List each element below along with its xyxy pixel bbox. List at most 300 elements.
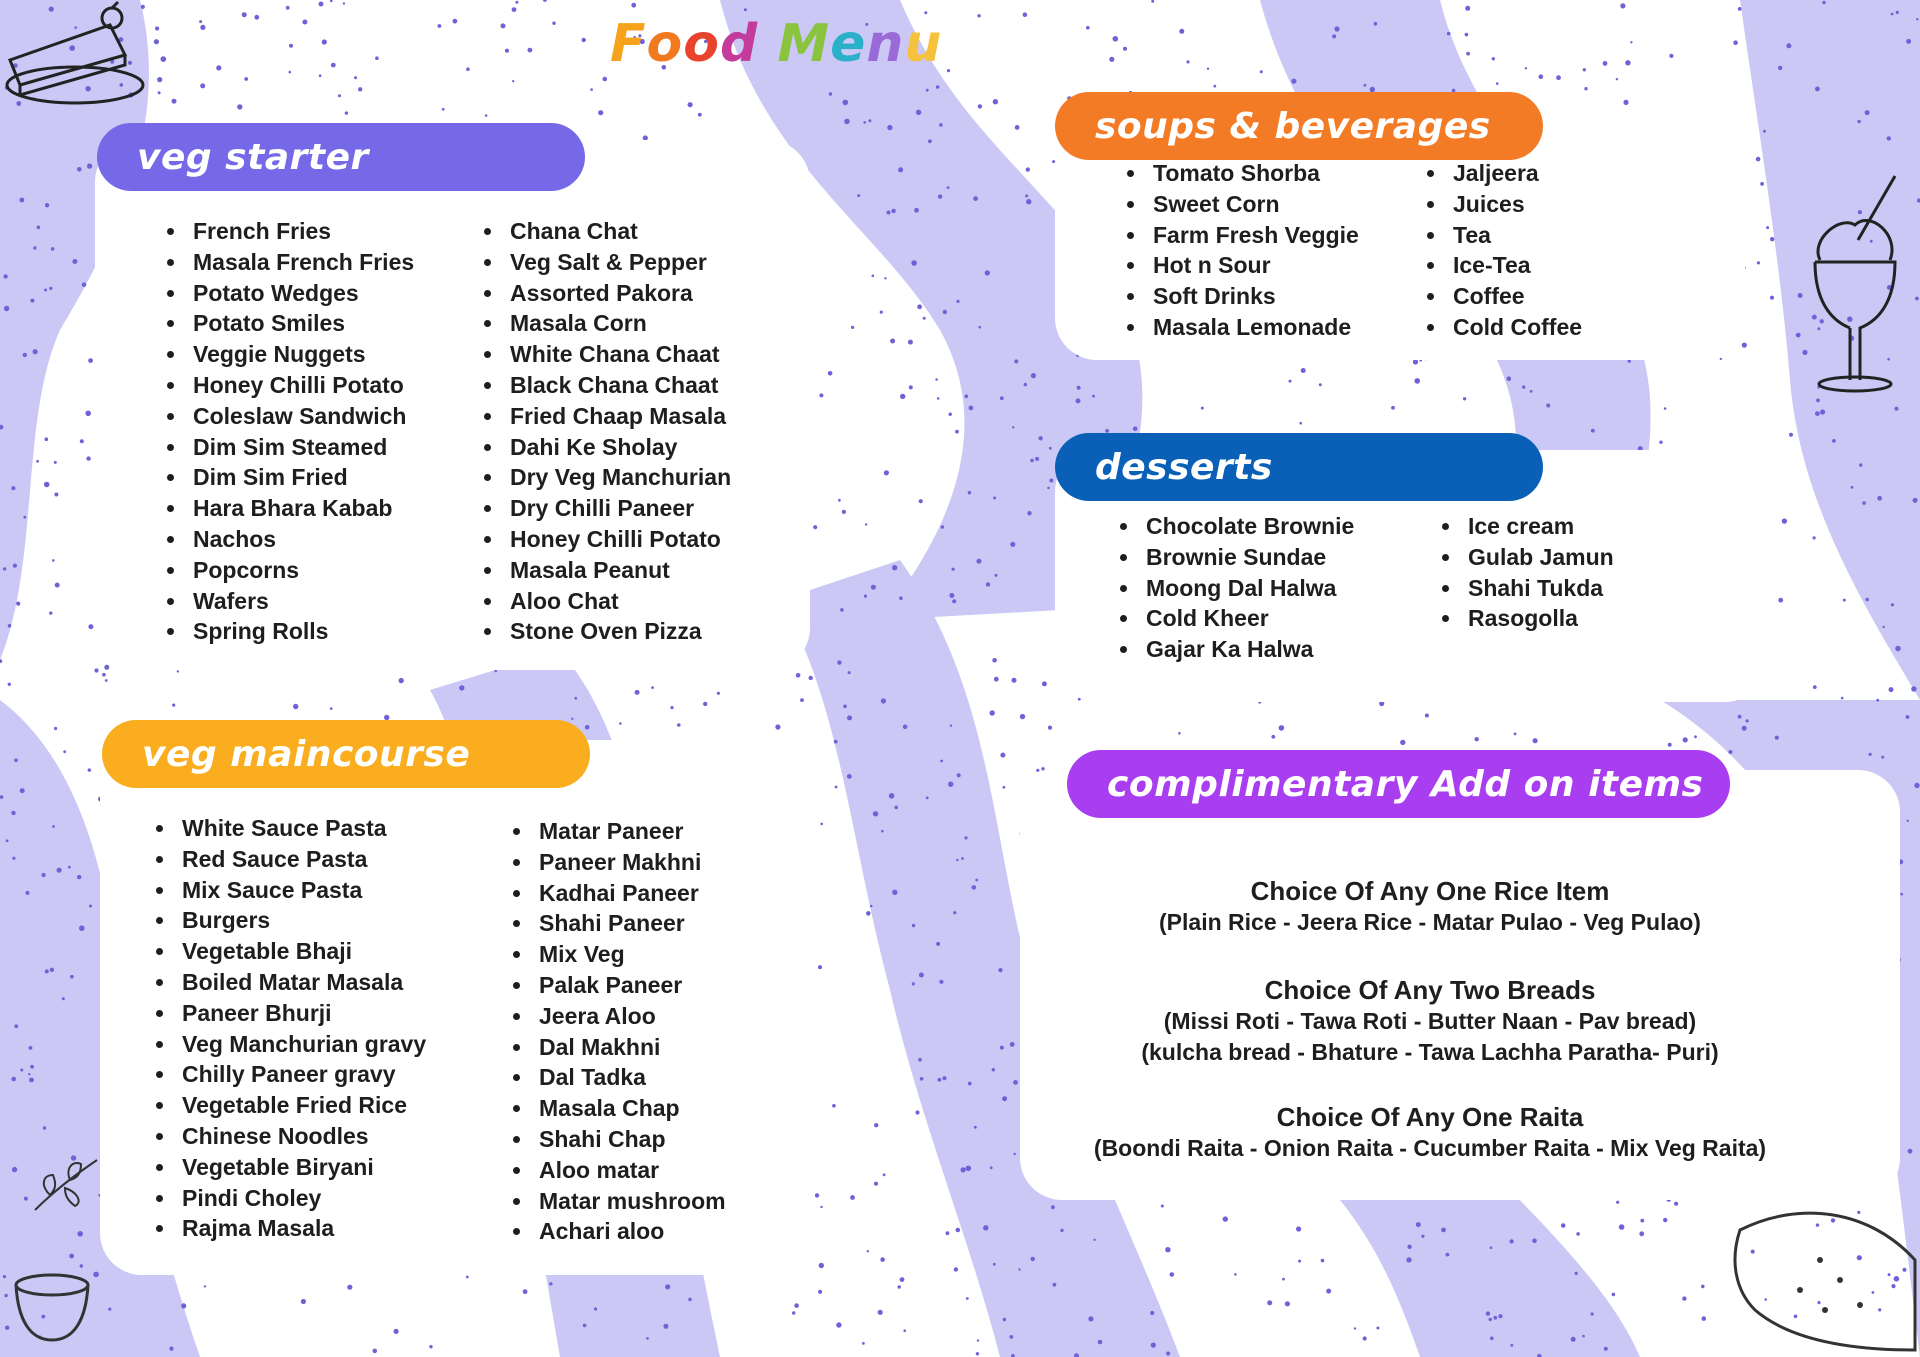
- background-dot: [1207, 68, 1209, 70]
- background-dot: [948, 782, 953, 787]
- background-dot: [871, 585, 876, 590]
- background-dot: [52, 559, 55, 562]
- maincourse-list-left: [154, 813, 426, 1244]
- background-dot: [1522, 385, 1525, 388]
- background-dot: [1841, 697, 1844, 700]
- background-dot: [1391, 406, 1395, 410]
- background-dot: [1400, 740, 1405, 745]
- background-dot: [88, 768, 91, 771]
- background-dot: [881, 698, 886, 703]
- background-dot: [1165, 1247, 1170, 1252]
- background-dot: [1413, 359, 1418, 364]
- background-dot: [54, 493, 58, 497]
- background-dot: [1036, 769, 1039, 772]
- background-dot: [49, 287, 52, 290]
- background-dot: [1299, 422, 1302, 425]
- background-dot: [912, 982, 915, 985]
- background-dot: [82, 282, 87, 287]
- background-dot: [1035, 457, 1039, 461]
- background-dot: [1000, 753, 1005, 758]
- background-dot: [79, 925, 85, 931]
- background-dot: [880, 311, 883, 314]
- background-dot: [293, 704, 298, 709]
- desserts-list-left: [1118, 511, 1354, 665]
- background-dot: [1465, 33, 1469, 37]
- background-dot: [992, 1068, 995, 1071]
- background-dot: [33, 246, 36, 249]
- background-dot: [442, 108, 445, 111]
- background-dot: [940, 760, 943, 763]
- background-dot: [177, 670, 179, 672]
- menu-item: Hot n Sour: [1125, 250, 1359, 281]
- background-dot: [880, 1257, 885, 1262]
- menu-item: Veg Manchurian gravy: [154, 1029, 426, 1060]
- background-dot: [68, 866, 71, 869]
- background-dot: [3, 567, 6, 570]
- background-dot: [631, 3, 636, 8]
- menu-item: Ice cream: [1440, 511, 1614, 542]
- background-dot: [394, 1329, 399, 1334]
- background-dot: [1720, 358, 1722, 360]
- background-dot: [5, 1326, 9, 1330]
- background-dot: [8, 683, 11, 686]
- background-dot: [1332, 34, 1336, 38]
- background-dot: [161, 56, 167, 62]
- rice-addon-title: Choice Of Any One Rice Item: [1250, 876, 1610, 906]
- background-dot: [1093, 1239, 1095, 1241]
- background-dot: [1876, 699, 1879, 702]
- background-dot: [1015, 125, 1020, 130]
- background-dot: [1514, 733, 1517, 736]
- background-dot: [343, 2, 345, 4]
- menu-item: Ice-Tea: [1425, 250, 1582, 281]
- background-dot: [938, 194, 942, 198]
- menu-item: Dim Sim Steamed: [165, 432, 414, 463]
- background-dot: [1009, 1335, 1013, 1339]
- menu-item: Popcorns: [165, 555, 414, 586]
- background-dot: [1561, 1223, 1566, 1228]
- background-dot: [1663, 1218, 1667, 1222]
- background-dot: [16, 602, 20, 606]
- background-dot: [1013, 1080, 1018, 1085]
- background-dot: [1321, 1259, 1325, 1263]
- menu-item: Potato Smiles: [165, 308, 414, 339]
- menu-item: Boiled Matar Masala: [154, 967, 426, 998]
- background-dot: [52, 825, 55, 828]
- background-dot: [289, 44, 293, 48]
- background-dot: [1178, 732, 1181, 735]
- background-dot: [55, 583, 60, 588]
- background-dot: [158, 91, 161, 94]
- background-dot: [1591, 429, 1595, 433]
- menu-item: Coffee: [1425, 281, 1582, 312]
- background-dot: [828, 371, 833, 376]
- background-dot: [54, 727, 57, 730]
- background-dot: [818, 965, 822, 969]
- background-dot: [947, 186, 950, 189]
- background-dot: [1031, 373, 1036, 378]
- background-dot: [20, 1069, 23, 1072]
- background-dot: [1098, 1340, 1103, 1345]
- background-dot: [838, 499, 841, 502]
- menu-item: Aloo matar: [511, 1155, 726, 1186]
- background-dot: [775, 724, 780, 729]
- background-dot: [851, 326, 854, 329]
- title-letter: u: [904, 14, 943, 74]
- background-dot: [911, 260, 917, 266]
- background-dot: [72, 259, 77, 264]
- background-dot: [23, 353, 27, 357]
- background-dot: [936, 942, 940, 946]
- background-dot: [1049, 479, 1053, 483]
- background-dot: [1619, 1224, 1625, 1230]
- background-dot: [286, 6, 290, 10]
- background-dot: [796, 673, 801, 678]
- background-dot: [994, 677, 999, 682]
- background-dot: [928, 139, 932, 143]
- background-dot: [834, 740, 838, 744]
- menu-item: White Sauce Pasta: [154, 813, 426, 844]
- background-dot: [847, 774, 852, 779]
- background-dot: [995, 574, 998, 577]
- background-dot: [1030, 459, 1034, 463]
- background-dot: [1151, 1343, 1156, 1348]
- background-dot: [864, 595, 867, 598]
- background-dot: [11, 811, 15, 815]
- background-dot: [965, 395, 969, 399]
- menu-item: Shahi Paneer: [511, 908, 726, 939]
- background-dot: [916, 110, 921, 115]
- menu-item: Masala Corn: [482, 308, 731, 339]
- background-dot: [571, 718, 573, 720]
- background-dot: [44, 482, 50, 488]
- background-dot: [900, 1277, 905, 1282]
- background-dot: [70, 975, 74, 979]
- background-dot: [903, 1329, 906, 1332]
- background-dot: [1026, 167, 1030, 171]
- menu-item: Chinese Noodles: [154, 1121, 426, 1152]
- background-dot: [974, 1126, 977, 1129]
- background-dot: [89, 905, 92, 908]
- background-dot: [1906, 715, 1910, 719]
- leaf-sprig-icon: [25, 1140, 105, 1220]
- background-dot: [867, 1250, 869, 1252]
- menu-item: Palak Paneer: [511, 970, 726, 1001]
- background-dot: [373, 1349, 378, 1354]
- background-dot: [1832, 439, 1836, 443]
- background-dot: [1150, 1311, 1154, 1315]
- background-dot: [1865, 110, 1870, 115]
- background-dot: [1023, 12, 1028, 17]
- background-dot: [842, 510, 846, 514]
- background-dot: [840, 608, 844, 612]
- background-dot: [1406, 1257, 1411, 1262]
- background-dot: [1738, 7, 1742, 11]
- background-dot: [870, 905, 873, 908]
- menu-item: Hara Bhara Kabab: [165, 493, 414, 524]
- menu-item: Tea: [1425, 220, 1582, 251]
- background-dot: [1186, 60, 1189, 63]
- background-dot: [1271, 735, 1275, 739]
- menu-item: Fried Chaap Masala: [482, 401, 731, 432]
- menu-item: Dahi Ke Sholay: [482, 432, 731, 463]
- background-dot: [1492, 57, 1495, 60]
- background-dot: [947, 69, 950, 72]
- background-dot: [1334, 26, 1339, 31]
- background-dot: [1612, 1293, 1616, 1297]
- background-dot: [582, 38, 586, 42]
- background-dot: [1465, 6, 1470, 11]
- background-dot: [1493, 1316, 1497, 1320]
- menu-item: Masala Chap: [511, 1093, 726, 1124]
- background-dot: [992, 658, 997, 663]
- background-dot: [1048, 726, 1052, 730]
- background-dot: [354, 76, 357, 79]
- background-dot: [26, 891, 30, 895]
- menu-item: Chilly Paneer gravy: [154, 1059, 426, 1090]
- raita-addon-title: Choice Of Any One Raita: [1276, 1102, 1584, 1132]
- background-dot: [835, 786, 838, 789]
- menu-item: Vegetable Bhaji: [154, 936, 426, 967]
- background-dot: [1053, 1283, 1057, 1287]
- background-dot: [1640, 1219, 1644, 1223]
- background-dot: [1683, 737, 1688, 742]
- background-dot: [926, 89, 929, 92]
- background-dot: [809, 676, 813, 680]
- background-dot: [1296, 1226, 1301, 1231]
- background-dot: [919, 499, 923, 503]
- veg-starter-heading: veg starter: [97, 123, 585, 191]
- background-dot: [1782, 518, 1787, 523]
- background-dot: [375, 56, 379, 60]
- menu-item: Mix Veg: [511, 939, 726, 970]
- background-dot: [1775, 736, 1779, 740]
- menu-item: Dry Veg Manchurian: [482, 462, 731, 493]
- background-dot: [45, 969, 49, 973]
- background-dot: [976, 559, 981, 564]
- background-dot: [50, 968, 54, 972]
- background-dot: [1778, 598, 1783, 603]
- menu-item: Veg Salt & Pepper: [482, 247, 731, 278]
- menu-item: Cold Coffee: [1425, 312, 1582, 343]
- background-dot: [1201, 407, 1204, 410]
- background-dot: [884, 277, 886, 279]
- background-dot: [36, 460, 39, 463]
- background-dot: [878, 1310, 883, 1315]
- background-dot: [3, 1275, 6, 1278]
- background-dot: [1326, 1289, 1331, 1294]
- background-dot: [978, 326, 981, 329]
- background-dot: [1496, 82, 1499, 85]
- background-dot: [1591, 1312, 1594, 1315]
- background-dot: [1490, 1246, 1493, 1249]
- background-dot: [30, 299, 34, 303]
- background-dot: [990, 710, 995, 715]
- menu-item: Vegetable Fried Rice: [154, 1090, 426, 1121]
- background-dot: [873, 811, 878, 816]
- background-dot: [800, 698, 804, 702]
- background-dot: [892, 565, 897, 570]
- background-dot: [77, 1231, 83, 1237]
- bowl-icon: [10, 1265, 95, 1350]
- background-dot: [939, 123, 943, 127]
- menu-item: French Fries: [165, 216, 414, 247]
- menu-item: Brownie Sundae: [1118, 542, 1354, 573]
- background-dot: [939, 980, 943, 984]
- menu-item: Dim Sim Fried: [165, 462, 414, 493]
- background-dot: [1694, 735, 1697, 738]
- background-dot: [976, 1352, 979, 1355]
- background-dot: [862, 1342, 865, 1345]
- background-dot: [1374, 22, 1378, 26]
- background-dot: [1851, 486, 1854, 489]
- background-dot: [108, 1308, 111, 1311]
- background-dot: [515, 1, 518, 4]
- background-dot: [1376, 1327, 1379, 1330]
- background-dot: [1038, 436, 1042, 440]
- background-dot: [865, 523, 867, 525]
- background-dot: [429, 1345, 432, 1348]
- background-dot: [45, 437, 49, 441]
- background-dot: [1060, 1229, 1063, 1232]
- menu-item: Soft Drinks: [1125, 281, 1359, 312]
- background-dot: [1822, 1, 1825, 4]
- background-dot: [345, 111, 348, 114]
- background-dot: [11, 486, 15, 490]
- background-dot: [819, 393, 823, 397]
- background-dot: [438, 24, 442, 28]
- background-dot: [1911, 686, 1916, 691]
- background-dot: [1003, 1318, 1006, 1321]
- background-dot: [956, 859, 958, 861]
- background-dot: [1914, 783, 1919, 788]
- breads-addon-options-1: (Missi Roti - Tawa Roti - Butter Naan - Pav bread): [1163, 1008, 1697, 1034]
- background-dot: [844, 119, 850, 125]
- background-dot: [86, 456, 90, 460]
- background-dot: [1507, 376, 1512, 381]
- background-dot: [63, 750, 66, 753]
- background-dot: [1766, 226, 1769, 229]
- background-dot: [941, 525, 945, 529]
- background-dot: [993, 99, 998, 104]
- menu-item: Nachos: [165, 524, 414, 555]
- background-dot: [1000, 1046, 1004, 1050]
- background-dot: [1701, 1285, 1705, 1289]
- background-dot: [598, 110, 603, 115]
- background-dot: [69, 1254, 74, 1259]
- background-dot: [1869, 753, 1872, 756]
- background-dot: [20, 198, 25, 203]
- background-dot: [88, 358, 93, 363]
- background-dot: [104, 665, 109, 670]
- background-dot: [1659, 441, 1662, 444]
- maincourse-heading: veg maincourse: [102, 720, 590, 788]
- background-dot: [973, 196, 978, 201]
- maincourse-list-right: [511, 816, 726, 1247]
- desserts-heading: desserts: [1055, 433, 1543, 501]
- background-dot: [972, 885, 977, 890]
- background-dot: [242, 12, 247, 17]
- background-dot: [894, 806, 898, 810]
- background-dot: [1674, 1202, 1678, 1206]
- menu-item: Masala Peanut: [482, 555, 731, 586]
- background-dot: [887, 125, 892, 130]
- background-dot: [688, 102, 693, 107]
- background-dot: [952, 568, 955, 571]
- background-dot: [1669, 54, 1673, 58]
- background-dot: [1815, 87, 1820, 92]
- background-dot: [1223, 1216, 1228, 1221]
- background-dot: [1857, 120, 1860, 123]
- background-dot: [1301, 368, 1306, 373]
- background-dot: [1887, 136, 1891, 140]
- background-dot: [1027, 511, 1031, 515]
- menu-item: Achari aloo: [511, 1216, 726, 1247]
- menu-item: Masala Lemonade: [1125, 312, 1359, 343]
- background-dot: [832, 1104, 836, 1108]
- background-dot: [919, 973, 924, 978]
- menu-item: Kadhai Paneer: [511, 878, 726, 909]
- background-dot: [1031, 1257, 1035, 1261]
- background-dot: [942, 1076, 946, 1080]
- background-dot: [837, 660, 841, 664]
- menu-item: Honey Chilli Potato: [482, 524, 731, 555]
- background-dot: [1582, 1335, 1585, 1338]
- background-dot: [1682, 1296, 1686, 1300]
- menu-item: Stone Oven Pizza: [482, 616, 731, 647]
- background-dot: [968, 1082, 972, 1086]
- background-dot: [102, 673, 106, 677]
- background-dot: [485, 114, 488, 117]
- background-dot: [1733, 40, 1738, 45]
- background-dot: [665, 1284, 670, 1289]
- background-dot: [302, 20, 307, 25]
- background-dot: [528, 48, 533, 53]
- background-dot: [943, 310, 947, 314]
- background-dot: [29, 1078, 34, 1083]
- background-dot: [952, 599, 956, 603]
- background-dot: [1760, 182, 1764, 186]
- background-dot: [1757, 261, 1760, 264]
- background-dot: [11, 1077, 16, 1082]
- background-dot: [818, 1290, 822, 1294]
- menu-item: Rajma Masala: [154, 1213, 426, 1244]
- background-dot: [899, 596, 903, 600]
- background-dot: [900, 394, 905, 399]
- background-dot: [62, 997, 65, 1000]
- breads-addon-options-2: (kulcha bread - Bhature - Tawa Lachha Paratha- Puri): [1141, 1039, 1719, 1065]
- background-dot: [37, 226, 41, 230]
- background-dot: [1583, 68, 1586, 71]
- background-dot: [863, 121, 866, 124]
- background-dot: [926, 797, 929, 800]
- background-dot: [961, 857, 964, 860]
- background-dot: [459, 685, 464, 690]
- background-dot: [157, 77, 162, 82]
- veg-starter-list-right: [482, 216, 731, 647]
- background-dot: [688, 1298, 692, 1302]
- background-dot: [51, 247, 55, 251]
- title-letter: o: [683, 14, 720, 74]
- background-dot: [14, 758, 18, 762]
- background-dot: [1042, 681, 1047, 686]
- background-dot: [857, 194, 860, 197]
- background-dot: [1742, 343, 1747, 348]
- background-dot: [49, 611, 52, 614]
- menu-item: Rasogolla: [1440, 603, 1614, 634]
- background-dot: [14, 1024, 18, 1028]
- background-dot: [29, 1046, 33, 1050]
